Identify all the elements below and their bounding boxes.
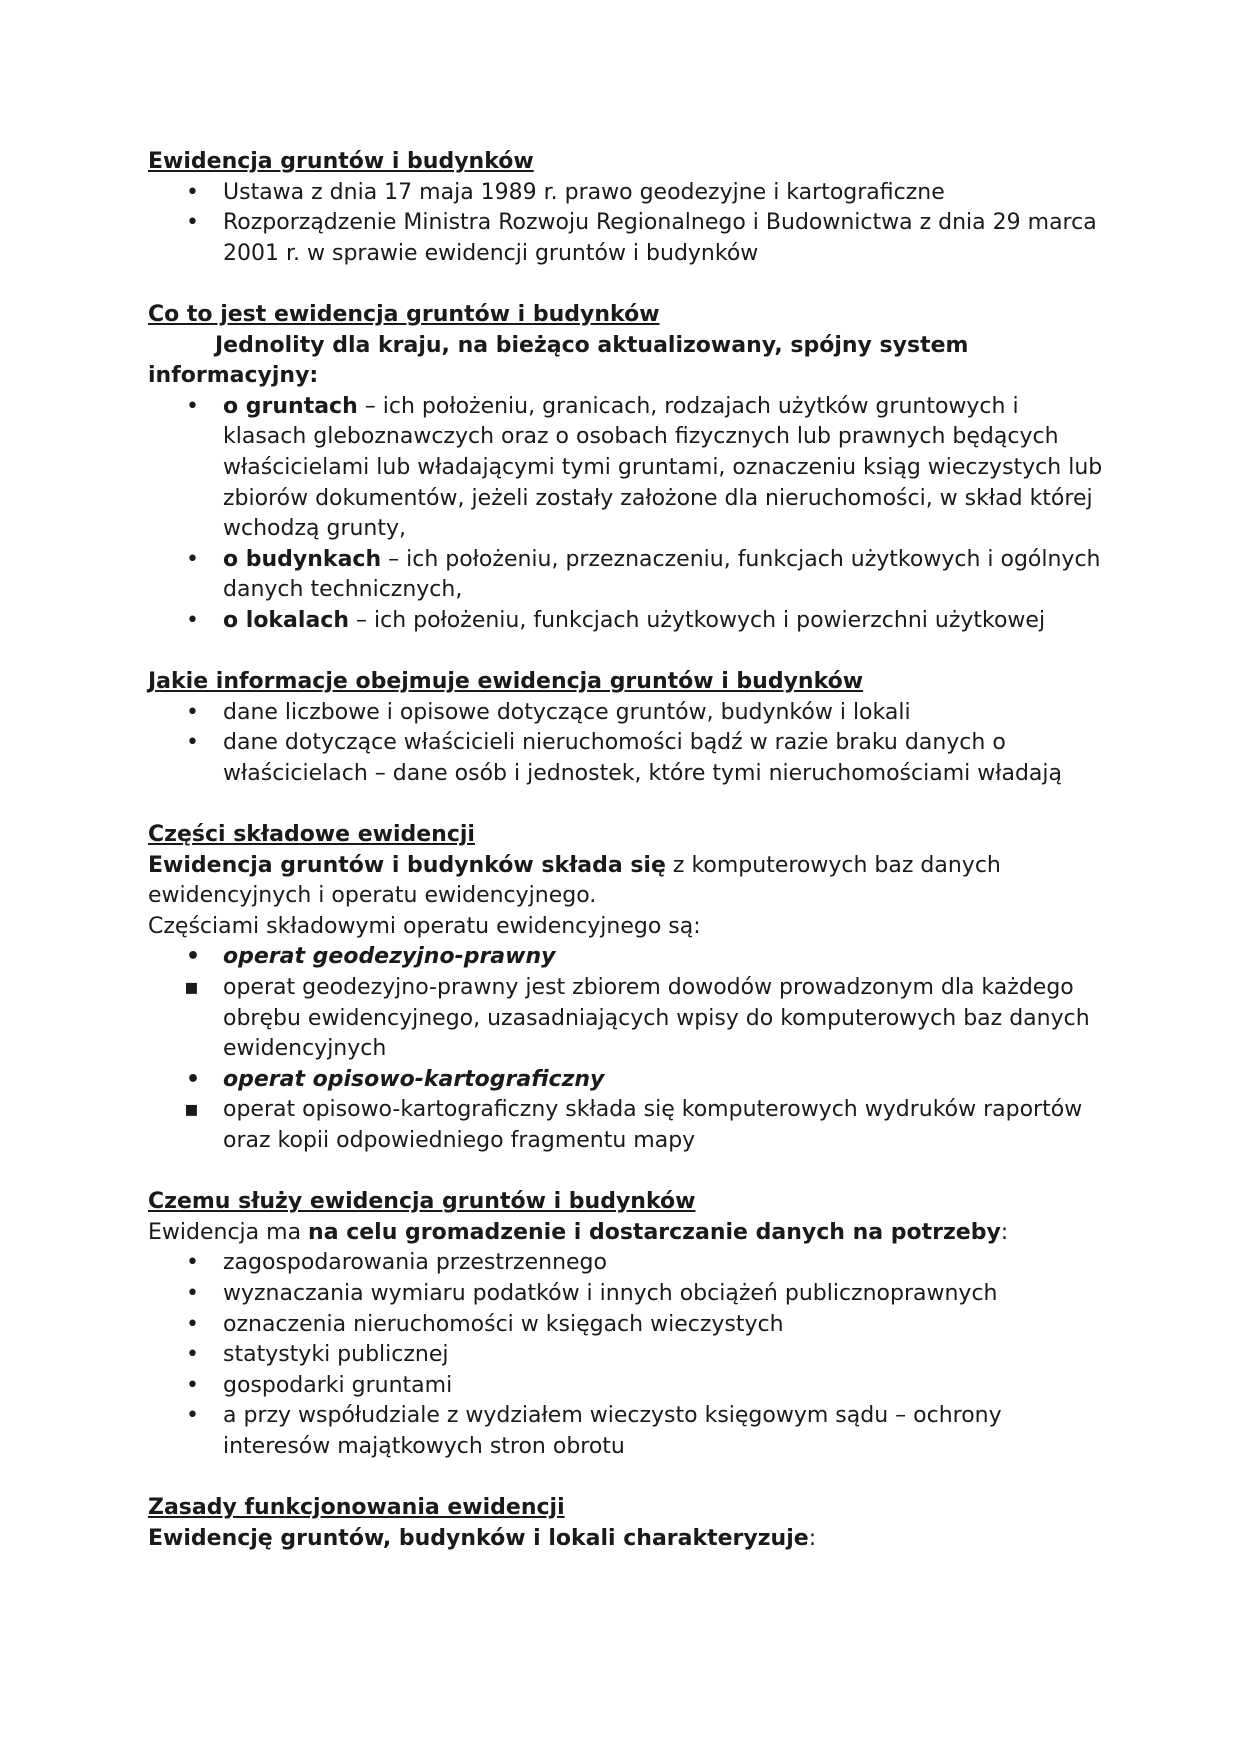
list-item (148, 606, 1108, 637)
list-item-text: – ich położeniu, przeznaczeniu, funkcjach użytkowych i ogólnych danych technicznych, (223, 546, 1101, 603)
list-item-text: – ich położeniu, funkcjach użytkowych i powierzchni użytkowej (349, 607, 1046, 633)
section-heading: Czemu służy ewidencja gruntów i budynków (148, 1189, 696, 1215)
section-heading: Ewidencja gruntów i budynków (148, 149, 534, 174)
sub-list-item: ▪ operat opisowo-kartograficzny składa się komputerowych wydruków raportów oraz kopii odpowiedniego fragmentu mapy (148, 1095, 1108, 1156)
list-item-term: o gruntach (223, 393, 358, 419)
section-heading: Części składowe ewidencji (148, 822, 475, 848)
list-item: • Rozporządzenie Ministra Rozwoju Regionalnego i Budownictwa z dnia 29 marca 2001 r. w sprawie ewidencji gruntów i budynków (148, 208, 1108, 269)
list-item (148, 392, 1108, 545)
spacer (148, 1157, 1108, 1188)
list-item: • gospodarki gruntami (148, 1371, 1108, 1402)
list-item: • operat geodezyjno-prawny (148, 942, 1108, 973)
bullet-list (148, 942, 1108, 1156)
definition-intro-text: Jednolity dla kraju, na bieżąco aktualizowany, spójny system informacyjny: (148, 332, 969, 389)
list-item: • operat opisowo-kartograficzny (148, 1065, 1108, 1096)
list-item: • Ustawa z dnia 17 maja 1989 r. prawo geodezyjne i kartograficzne (148, 178, 1108, 209)
list-item: • statystyki publicznej (148, 1340, 1108, 1371)
spacer (148, 269, 1108, 300)
paragraph-bold: na celu gromadzenie i dostarczanie danych na potrzeby (308, 1219, 1001, 1245)
paragraph (148, 851, 1108, 912)
list-item: • zagospodarowania przestrzennego (148, 1248, 1108, 1279)
spacer (148, 1463, 1108, 1494)
section-heading: Jakie informacje obejmuje ewidencja gruntów i budynków (148, 669, 864, 695)
list-item-text: – ich położeniu, granicach, rodzajach użytków gruntowych i klasach gleboznawczych oraz o osobach fizycznych lub prawnych będących właścicielami lub władającymi tymi gruntami, oznaczeniu ksiąg wieczystych lub zbiorów dokumentów, jeżeli zostały założone dla nieruchomości, w skład której wchodzą grunty, (223, 393, 1103, 542)
list-item: • dane liczbowe i opisowe dotyczące gruntów, budynków i lokali (148, 698, 1108, 729)
section-heading: Zasady funkcjonowania ewidencji (148, 1495, 565, 1521)
spacer (148, 789, 1108, 820)
paragraph-text: Ewidencja ma (148, 1219, 309, 1245)
list-item: • dane dotyczące właścicieli nieruchomości bądź w razie braku danych o właścicielach – dane osób i jednostek, które tymi nieruchomościami władają (148, 728, 1108, 789)
paragraph (148, 1524, 1108, 1555)
bullet-list (148, 178, 1108, 270)
bullet-list (148, 1248, 1108, 1462)
paragraph: Częściami składowymi operatu ewidencyjnego są: (148, 913, 701, 939)
spacer (148, 637, 1108, 668)
definition-intro (148, 331, 1108, 392)
paragraph (148, 1218, 1108, 1249)
paragraph-end: : (808, 1525, 817, 1551)
paragraph-bold: Ewidencja gruntów i budynków składa się (148, 852, 666, 878)
list-item-term: o budynkach (223, 546, 382, 572)
paragraph-end: : (1000, 1219, 1009, 1245)
bullet-list (148, 392, 1108, 637)
document-page (148, 147, 1108, 1554)
paragraph-text: z komputerowych baz danych ewidencyjnych i operatu ewidencyjnego. (148, 852, 1001, 909)
sub-list-item: ▪ operat geodezyjno-prawny jest zbiorem dowodów prowadzonym dla każdego obrębu ewidencyjnego, uzasadniających wpisy do komputerowych baz danych ewidencyjnych (148, 973, 1108, 1065)
list-item: • a przy współudziale z wydziałem wieczysto księgowym sądu – ochrony interesów majątkowych stron obrotu (148, 1401, 1108, 1462)
list-item: • oznaczenia nieruchomości w księgach wieczystych (148, 1310, 1108, 1341)
bullet-list (148, 698, 1108, 790)
list-item: • wyznaczania wymiaru podatków i innych obciążeń publicznoprawnych (148, 1279, 1108, 1310)
list-item (148, 545, 1108, 606)
section-heading: Co to jest ewidencja gruntów i budynków (148, 301, 660, 327)
list-item-term: o lokalach (223, 607, 349, 633)
paragraph-bold: Ewidencję gruntów, budynków i lokali charakteryzuje (148, 1525, 809, 1551)
